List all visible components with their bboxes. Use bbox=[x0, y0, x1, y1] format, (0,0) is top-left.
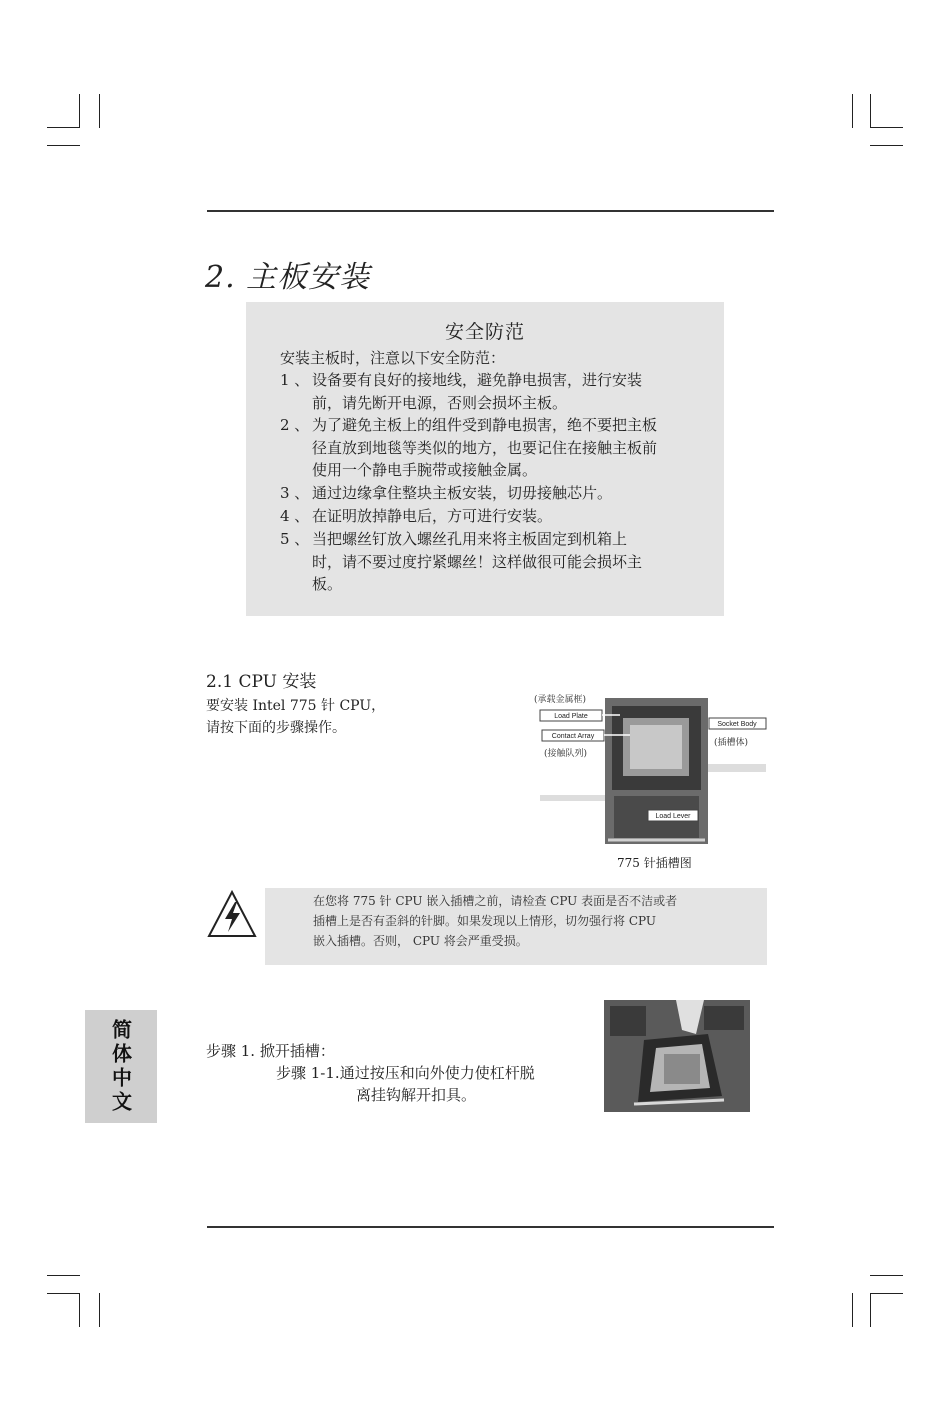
header-rule bbox=[207, 210, 774, 212]
language-side-tab bbox=[85, 1010, 157, 1123]
crop-mark bbox=[870, 94, 871, 128]
step-photo bbox=[604, 1000, 750, 1112]
item-text: 板。 bbox=[312, 575, 343, 593]
intro-line: 要安装 Intel 775 针 CPU， bbox=[206, 698, 386, 714]
safety-item bbox=[280, 482, 612, 505]
safety-item bbox=[280, 505, 552, 528]
warning-triangle-icon bbox=[206, 888, 258, 940]
label-load-plate-cn: (承载金属框) bbox=[534, 695, 587, 705]
item-text: 当把螺丝钉放入螺丝孔用来将主板固定到机箱上 bbox=[312, 530, 628, 548]
warning-line: 在您将 775 针 CPU 嵌入插槽之前，请检查 CPU 表面是否不洁或者 bbox=[313, 894, 678, 908]
warning-line: 插槽上是否有歪斜的针脚。如果发现以上情形，切勿强行将 CPU bbox=[313, 914, 656, 928]
item-text: 前，请先断开电源，否则会损坏主板。 bbox=[312, 393, 568, 412]
warning-box bbox=[265, 888, 767, 965]
label-contact-array-cn: (接触队列) bbox=[544, 749, 588, 759]
crop-mark bbox=[870, 1293, 871, 1327]
label-socket-body-cn: (插槽体) bbox=[714, 738, 749, 748]
step-1: 步骤 1. 掀开插槽： bbox=[206, 1042, 335, 1060]
crop-mark bbox=[47, 1293, 80, 1294]
crop-mark bbox=[47, 145, 80, 146]
item-text: 为了避免主板上的组件受到静电损害，绝不要把主板 bbox=[312, 416, 658, 434]
crop-mark bbox=[870, 145, 903, 146]
item-number: 5 、 bbox=[280, 530, 310, 548]
safety-item bbox=[280, 528, 642, 596]
item-text: 通过边缘拿住整块主板安装，切毋接触芯片。 bbox=[312, 484, 613, 502]
step-1-1 bbox=[276, 1062, 535, 1106]
crop-mark bbox=[870, 1293, 903, 1294]
crop-mark bbox=[47, 127, 80, 128]
safety-intro: 安装主板时，注意以下安全防范： bbox=[280, 349, 506, 367]
cpu-socket-diagram bbox=[530, 688, 770, 853]
footer-rule bbox=[207, 1226, 774, 1228]
step-number: 步骤 1-1. bbox=[276, 1064, 340, 1082]
item-number: 2 、 bbox=[280, 416, 310, 434]
crop-mark bbox=[852, 1293, 853, 1327]
safety-item bbox=[280, 369, 642, 414]
chapter-title: 2. 主板安装 bbox=[205, 260, 371, 295]
label-load-lever: Load Lever bbox=[655, 813, 691, 820]
label-contact-array: Contact Array bbox=[551, 733, 595, 740]
figure-caption: 775 针插槽图 bbox=[617, 856, 692, 870]
safety-title: 安全防范 bbox=[444, 321, 525, 343]
socket-center bbox=[630, 725, 682, 769]
item-text: 径直放到地毯等类似的地方，也要记住在接触主板前 bbox=[312, 438, 658, 457]
safety-precautions-box bbox=[246, 302, 724, 616]
intro-line: 请按下面的步骤操作。 bbox=[206, 720, 346, 736]
warning-text bbox=[313, 891, 677, 951]
label-load-plate: Load Plate bbox=[554, 713, 588, 720]
crop-mark bbox=[79, 1293, 80, 1327]
warning-line: 嵌入插槽。否则， CPU 将会严重受损。 bbox=[313, 934, 528, 948]
crop-mark bbox=[47, 1275, 80, 1276]
crop-mark bbox=[870, 1275, 903, 1276]
crop-mark bbox=[852, 94, 853, 128]
crop-mark bbox=[870, 127, 903, 128]
safety-item bbox=[280, 414, 657, 482]
item-text: 在证明放掉静电后，方可进行安装。 bbox=[312, 507, 553, 525]
crop-mark bbox=[99, 1293, 100, 1327]
crop-mark bbox=[79, 94, 80, 128]
label-socket-body: Socket Body bbox=[717, 721, 757, 728]
item-number: 4 、 bbox=[280, 507, 310, 525]
item-text: 设备要有良好的接地线，避免静电损害，进行安装 bbox=[312, 371, 643, 389]
item-text: 时，请不要过度拧紧螺丝！这样做很可能会损坏主 bbox=[312, 552, 643, 571]
language-tab-label: 简体中文 bbox=[108, 1018, 133, 1115]
item-number: 3 、 bbox=[280, 484, 310, 502]
section-intro bbox=[206, 695, 385, 739]
section-heading: 2.1 CPU 安装 bbox=[206, 672, 317, 692]
step-text: 通过按压和向外使力使杠杆脱 bbox=[339, 1064, 535, 1082]
item-text: 使用一个静电手腕带或接触金属。 bbox=[312, 461, 538, 479]
item-number: 1 、 bbox=[280, 371, 310, 389]
crop-mark bbox=[99, 94, 100, 128]
step-text: 离挂钩解开扣具。 bbox=[356, 1086, 477, 1104]
